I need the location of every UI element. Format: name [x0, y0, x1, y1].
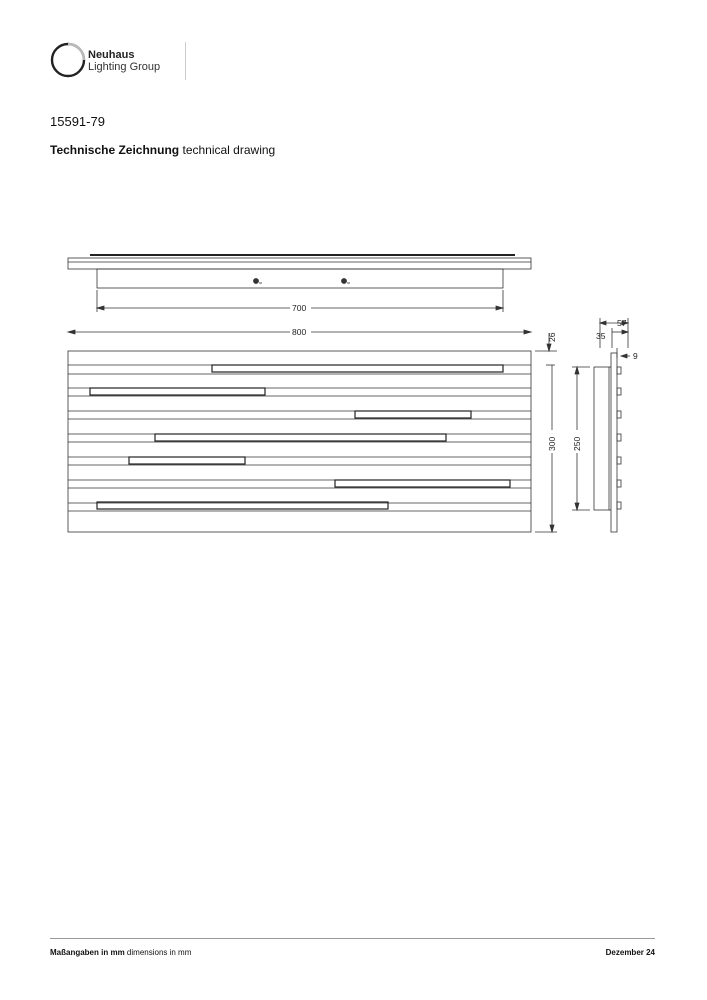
dimension-700: 700	[292, 303, 307, 313]
footer-divider	[50, 938, 655, 939]
side-view	[594, 353, 621, 532]
dimension-800: 800	[292, 327, 307, 337]
dimension-26: 26	[547, 332, 557, 342]
title-english: technical drawing	[182, 143, 276, 157]
logo-subtitle: Lighting Group	[88, 61, 161, 73]
footer-units-english: dimensions in mm	[126, 948, 192, 957]
dimension-9: 9	[633, 351, 638, 361]
brand-logo	[50, 40, 200, 82]
logo-text	[88, 49, 160, 73]
dimension-300: 300	[547, 436, 557, 451]
article-number: 15591-79	[50, 114, 105, 129]
footer-units	[50, 948, 191, 957]
dimension-57: 57	[617, 318, 627, 328]
logo-divider	[185, 42, 186, 80]
footer-date: Dezember 24	[605, 948, 655, 957]
technical-drawing	[55, 238, 655, 538]
front-view	[68, 351, 531, 532]
logo-ring-icon	[50, 40, 86, 80]
document-title	[50, 143, 275, 157]
footer-units-german: Maßangaben in mm	[50, 948, 125, 957]
logo-name: Neuhaus	[88, 49, 135, 61]
dimension-35: 35	[596, 331, 606, 341]
title-german: Technische Zeichnung	[50, 143, 180, 157]
dimension-250: 250	[572, 436, 582, 451]
